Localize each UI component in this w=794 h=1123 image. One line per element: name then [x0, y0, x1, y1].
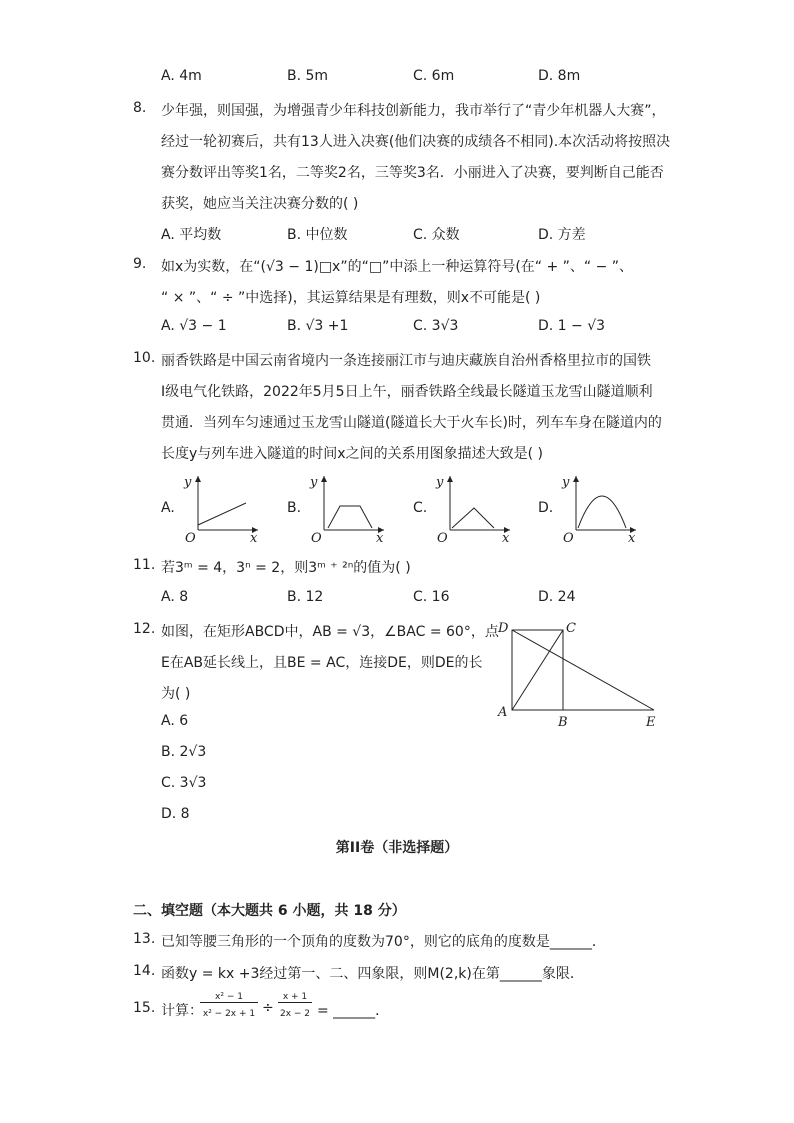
q9-number: 9. [133, 256, 147, 272]
q10-graph-c-origin: O [437, 531, 448, 542]
q8-line-4: 获奖，她应当关注决赛分数的( ) [161, 196, 359, 212]
q10-graph-a-origin: O [185, 531, 196, 542]
q9-option-a: A. √3 − 1 [161, 318, 227, 334]
q7-option-c: C. 6m [413, 68, 455, 84]
q15-number: 15. [133, 1000, 156, 1016]
q10-line-4: 长度y与列车进入隧道的时间x之间的关系用图象描述大致是( ) [161, 446, 543, 462]
q10-graph-b-y-label: y [310, 475, 318, 490]
q15-fraction-2-numerator: x + 1 [278, 992, 312, 1003]
q10-graph-a [178, 470, 268, 542]
q10-graph-b-label: B. [287, 500, 302, 516]
q10-line-3: 贯通．当列车匀速通过玉龙雪山隧道(隧道长大于火车长)时，列车车身在隧道内的 [161, 415, 662, 431]
q10-graph-b-origin: O [311, 531, 322, 542]
q10-graph-b-x-label: x [376, 531, 384, 542]
q10-graph-d-origin: O [563, 531, 574, 542]
q7-option-d: D. 8m [538, 68, 581, 84]
q10-graph-d [556, 470, 646, 542]
q11-option-c: C. 16 [413, 589, 450, 605]
q10-line-1: 丽香铁路是中国云南省境内一条连接丽江市与迪庆藏族自治州香格里拉市的国铁 [161, 353, 651, 369]
q15-fraction-1-denominator: x² − 2x + 1 [202, 1009, 256, 1019]
q12-line-3: 为( ) [161, 686, 191, 702]
section-2-heading: 二、填空题（本大题共 6 小题，共 18 分） [133, 903, 406, 919]
q10-number: 10. [133, 350, 156, 366]
q12-label-e: E [646, 715, 656, 730]
q10-graph-d-label: D. [538, 500, 554, 516]
q15-operator: ÷ [262, 1000, 274, 1016]
q12-number: 12. [133, 621, 156, 637]
q10-graph-a-y-label: y [184, 475, 192, 490]
q8-line-2: 经过一轮初赛后，共有13人进入决赛(他们决赛的成绩各不相同).本次活动将按照决 [161, 134, 671, 150]
q9-option-d: D. 1 − √3 [538, 318, 606, 334]
q9-option-c: C. 3√3 [413, 318, 459, 334]
q12-figure [494, 618, 664, 730]
q15-suffix: = ______． [317, 1003, 390, 1019]
q10-graph-c-x-label: x [502, 531, 510, 542]
q10-graph-d-x-label: x [628, 531, 636, 542]
q9-option-b: B. √3 +1 [287, 318, 349, 334]
q15-prefix: 计算： [161, 1003, 203, 1019]
q9-line-2: “ × ”、“ ÷ ”中选择)，其运算结果是有理数，则x不可能是( ) [161, 290, 541, 306]
q7-option-b: B. 5m [287, 68, 329, 84]
q10-graph-d-y-label: y [562, 475, 570, 490]
q12-label-b: B [558, 715, 568, 730]
q12-label-c: C [566, 621, 576, 636]
q11-option-a: A. 8 [161, 589, 189, 605]
q13-number: 13. [133, 931, 156, 947]
q12-label-d: D [498, 621, 509, 636]
q12-option-c: C. 3√3 [161, 775, 207, 791]
q13-text: 已知等腰三角形的一个顶角的度数为70°，则它的底角的度数是______． [161, 934, 606, 950]
q12-label-a: A [498, 705, 508, 720]
q10-graph-a-label: A. [161, 500, 175, 516]
q8-option-d: D. 方差 [538, 227, 586, 243]
q12-option-a: A. 6 [161, 713, 189, 729]
q12-option-b: B. 2√3 [161, 744, 207, 760]
q8-option-c: C. 众数 [413, 227, 460, 243]
q11-option-d: D. 24 [538, 589, 576, 605]
q11-text: 若3ᵐ = 4，3ⁿ = 2，则3ᵐ ⁺ ²ⁿ的值为( ) [161, 560, 411, 576]
q10-graph-c-label: C. [413, 500, 428, 516]
q9-line-1: 如x为实数，在“(√3 − 1)□x”的“□”中添上一种运算符号(在“ + ”、“ − ”、 [161, 259, 634, 275]
q14-text: 函数y = kx +3经过第一、二、四象限，则M(2,k)在第______象限． [161, 966, 584, 982]
q12-option-d: D. 8 [161, 806, 190, 822]
q10-graph-b [304, 470, 394, 542]
q12-line-2: E在AB延长线上，且BE = AC，连接DE，则DE的长 [161, 655, 483, 671]
q8-line-3: 赛分数评出等奖1名，二等奖2名，三等奖3名．小丽进入了决赛，要判断自己能否 [161, 165, 664, 181]
q15-fraction-2-denominator: 2x − 2 [279, 1009, 311, 1019]
q15-fraction-1-numerator: x² − 1 [200, 992, 258, 1003]
q8-option-b: B. 中位数 [287, 227, 348, 243]
q10-graph-c [430, 470, 520, 542]
q11-number: 11. [133, 557, 156, 573]
q7-option-a: A. 4m [161, 68, 202, 84]
q8-line-1: 少年强，则国强，为增强青少年科技创新能力，我市举行了“青少年机器人大赛”， [161, 103, 666, 119]
part-2-title: 第II卷（非选择题） [335, 840, 459, 856]
q12-line-1: 如图，在矩形ABCD中，AB = √3，∠BAC = 60°，点 [161, 624, 499, 640]
q11-option-b: B. 12 [287, 589, 324, 605]
q10-graph-a-x-label: x [250, 531, 258, 542]
q10-graph-c-y-label: y [436, 475, 444, 490]
q8-number: 8. [133, 100, 147, 116]
q14-number: 14. [133, 963, 156, 979]
q10-line-2: Ⅰ级电气化铁路，2022年5月5日上午，丽香铁路全线最长隧道玉龙雪山隧道顺利 [161, 384, 653, 400]
q8-option-a: A. 平均数 [161, 227, 222, 243]
